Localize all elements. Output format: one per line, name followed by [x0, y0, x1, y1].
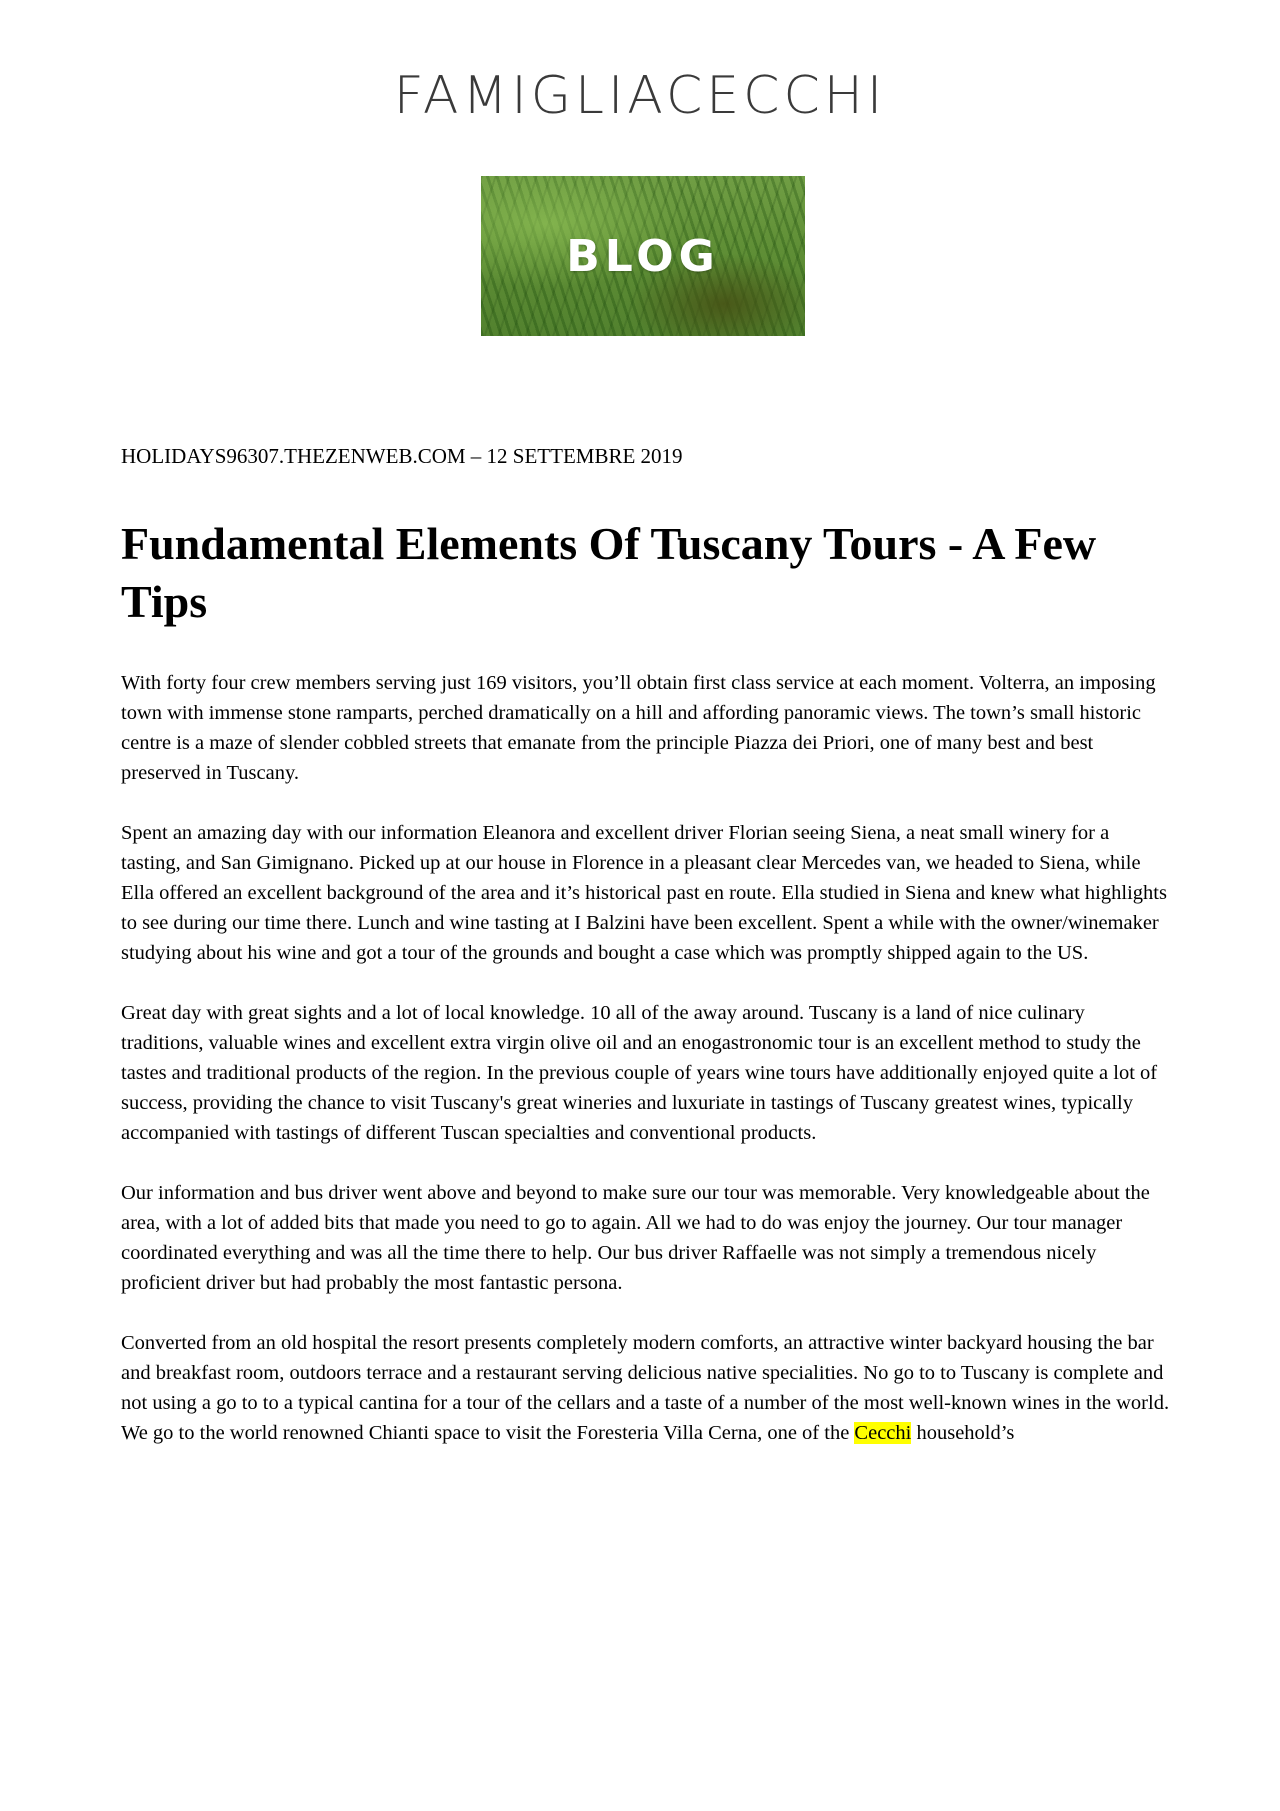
article-body: [121, 668, 1171, 1478]
paragraph-text: household’s: [911, 1422, 1015, 1444]
article-paragraph: Our information and bus driver went above and beyond to make sure our tour was memorable. Very knowledgeable about the area, with a lot of added bits that made you need to go to again. All we had to do was enjoy the journey. Our tour manager coordinated everything and was all the time there to help. Our bus driver Raffaelle was not simply a tremendous nicely proficient driver but had probably the most fantastic persona.: [121, 1182, 1150, 1294]
article-source-date: HOLIDAYS96307.THEZENWEB.COM – 12 SETTEMBRE 2019: [121, 444, 683, 468]
article-paragraph: [121, 1328, 1171, 1448]
article-paragraph: With forty four crew members serving just 169 visitors, you’ll obtain first class service at each moment. Volterra, an imposing town with immense stone ramparts, perched dramatically on a hill and affording panoramic views. The town’s small historic centre is a maze of slender cobbled streets that emanate from the principle Piazza dei Priori, one of many best and best preserved in Tuscany.: [121, 672, 1156, 784]
paragraph-text: Converted from an old hospital the resort presents completely modern comforts, an attractive winter backyard housing the bar and breakfast room, outdoors terrace and a restaurant serving delicious native specialities. No go to to Tuscany is complete and not using a go to to a typical cantina for a tour of the cellars and a taste of a number of the most well-known wines in the world. We go to the world renowned Chianti space to visit the Foresteria Villa Cerna, one of the: [121, 1332, 1170, 1444]
blog-banner: [481, 176, 805, 336]
blog-banner-label: BLOG: [566, 230, 720, 282]
highlighted-keyword: Cecchi: [854, 1422, 912, 1444]
article-paragraph: Spent an amazing day with our information Eleanora and excellent driver Florian seeing Siena, a neat small winery for a tasting, and San Gimignano. Picked up at our house in Florence in a pleasant clear Mercedes van, we headed to Siena, while Ella offered an excellent background of the area and it’s historical past en route. Ella studied in Siena and knew what highlights to see during our time there. Lunch and wine tasting at I Balzini have been excellent. Spent a while with the owner/winemaker studying about his wine and got a tour of the grounds and bought a case which was promptly shipped again to the US.: [121, 822, 1167, 964]
article-paragraph: Great day with great sights and a lot of local knowledge. 10 all of the away around. Tuscany is a land of nice culinary traditions, valuable wines and excellent extra virgin olive oil and an enogastronomic tour is an excellent method to study the tastes and traditional products of the region. In the previous couple of years wine tours have additionally enjoyed quite a lot of success, providing the chance to visit Tuscany's great wineries and luxuriate in tastings of Tuscany greatest wines, typically accompanied with tastings of different Tuscan specialties and conventional products.: [121, 1002, 1158, 1144]
article-title: Fundamental Elements Of Tuscany Tours - A Few Tips: [121, 518, 1097, 627]
famiglia-cecchi-logo: FAMIGLIACECCHI: [393, 66, 887, 126]
